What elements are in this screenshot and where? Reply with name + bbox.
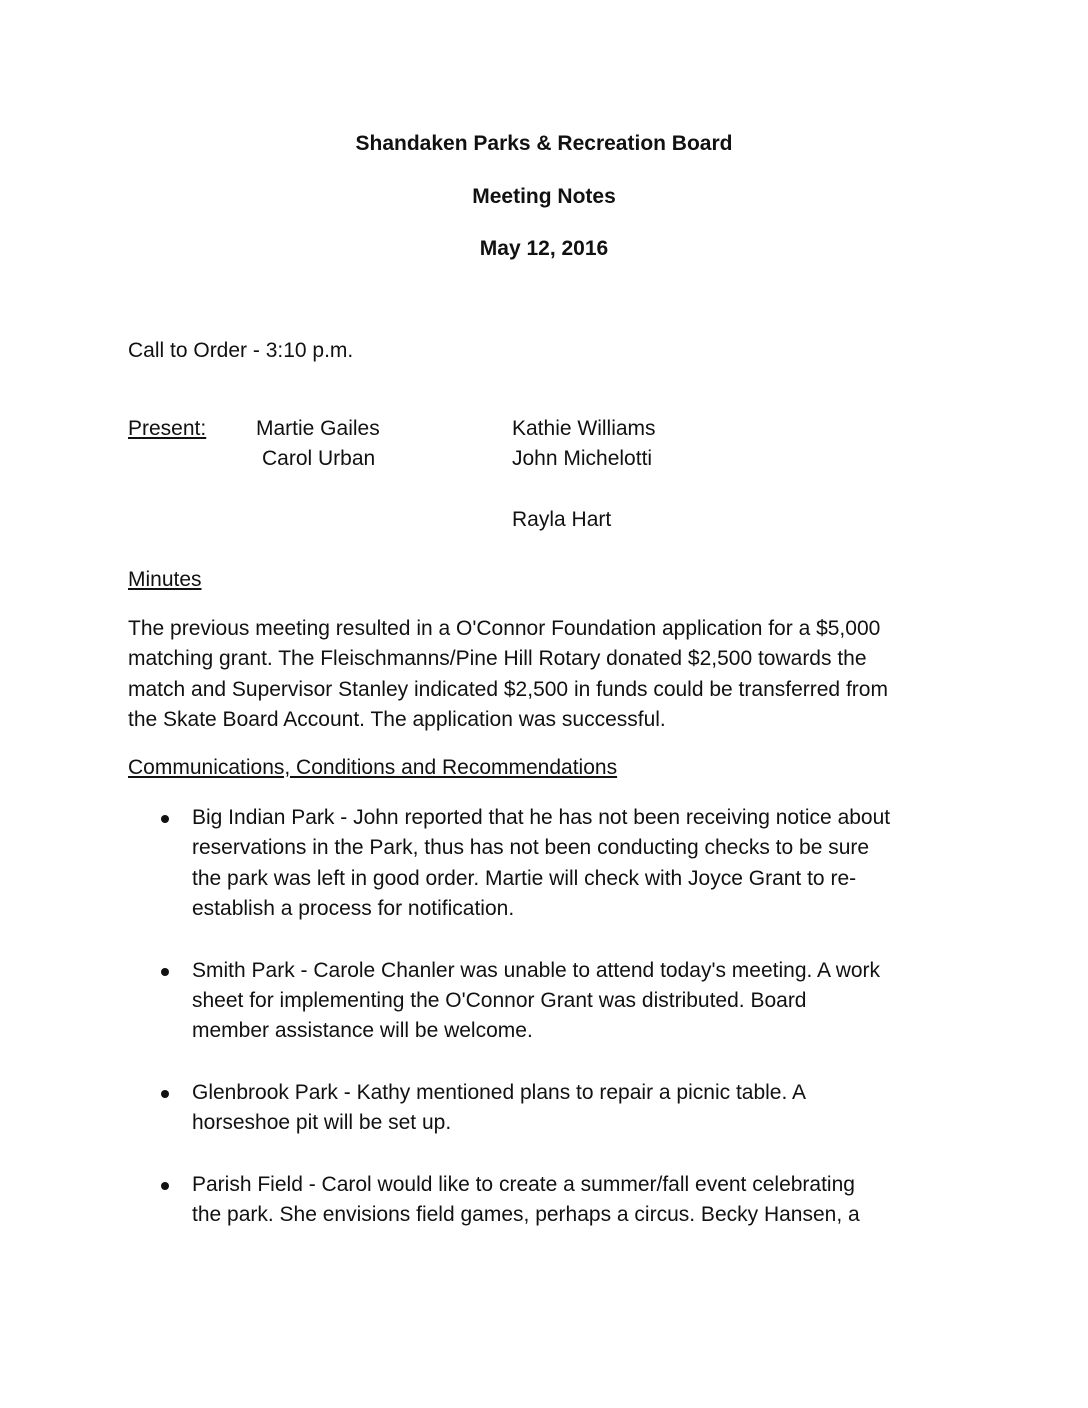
document-type-title: Meeting Notes	[472, 185, 616, 208]
text-line: the Skate Board Account. The application was successful.	[128, 708, 666, 732]
text-line: Smith Park - Carole Chanler was unable to attend today's meeting. A work	[192, 958, 881, 982]
minutes-heading: Minutes	[128, 568, 202, 591]
text-line: Parish Field - Carol would like to create a summer/fall event celebrating	[192, 1172, 855, 1196]
text-line: horseshoe pit will be set up.	[192, 1111, 452, 1135]
list-item	[128, 956, 968, 1047]
communications-list	[128, 803, 968, 1261]
attendee-name: John Michelotti	[512, 447, 653, 470]
present-label: Present:	[128, 417, 207, 440]
bullet-icon	[161, 968, 169, 976]
list-item	[128, 803, 968, 925]
text-line: the park. She envisions field games, perhaps a circus. Becky Hansen, a	[192, 1203, 860, 1227]
call-to-order: Call to Order - 3:10 p.m.	[128, 339, 354, 362]
meeting-date: May 12, 2016	[479, 237, 609, 260]
organization-title: Shandaken Parks & Recreation Board	[355, 132, 733, 155]
attendee-name: Rayla Hart	[512, 508, 612, 531]
minutes-paragraph	[128, 614, 968, 736]
attendee-name: Carol Urban	[262, 447, 376, 470]
communications-heading: Communications, Conditions and Recommendations	[128, 756, 618, 779]
attendee-name: Kathie Williams	[512, 417, 656, 440]
list-item	[128, 1170, 968, 1231]
text-line: The previous meeting resulted in a O'Connor Foundation application for a $5,000	[128, 617, 881, 640]
text-line: the park was left in good order. Martie will check with Joyce Grant to re-	[192, 866, 857, 890]
bullet-icon	[161, 1090, 169, 1098]
text-line: Big Indian Park - John reported that he has not been receiving notice about	[192, 806, 891, 829]
text-line: sheet for implementing the O'Connor Grant was distributed. Board	[192, 989, 807, 1013]
attendee-name: Martie Gailes	[256, 417, 380, 440]
text-line: establish a process for notification.	[192, 897, 515, 921]
text-line: Glenbrook Park - Kathy mentioned plans to repair a picnic table. A	[192, 1080, 807, 1104]
text-line: match and Supervisor Stanley indicated $2,500 in funds could be transferred from	[128, 677, 888, 701]
list-item	[128, 1078, 968, 1139]
text-line: reservations in the Park, thus has not been conducting checks to be sure	[192, 836, 870, 860]
text-line: matching grant. The Fleischmanns/Pine Hill Rotary donated $2,500 towards the	[128, 647, 867, 671]
bullet-icon	[161, 1182, 169, 1190]
bullet-icon	[161, 815, 169, 823]
text-line: member assistance will be welcome.	[192, 1019, 533, 1043]
